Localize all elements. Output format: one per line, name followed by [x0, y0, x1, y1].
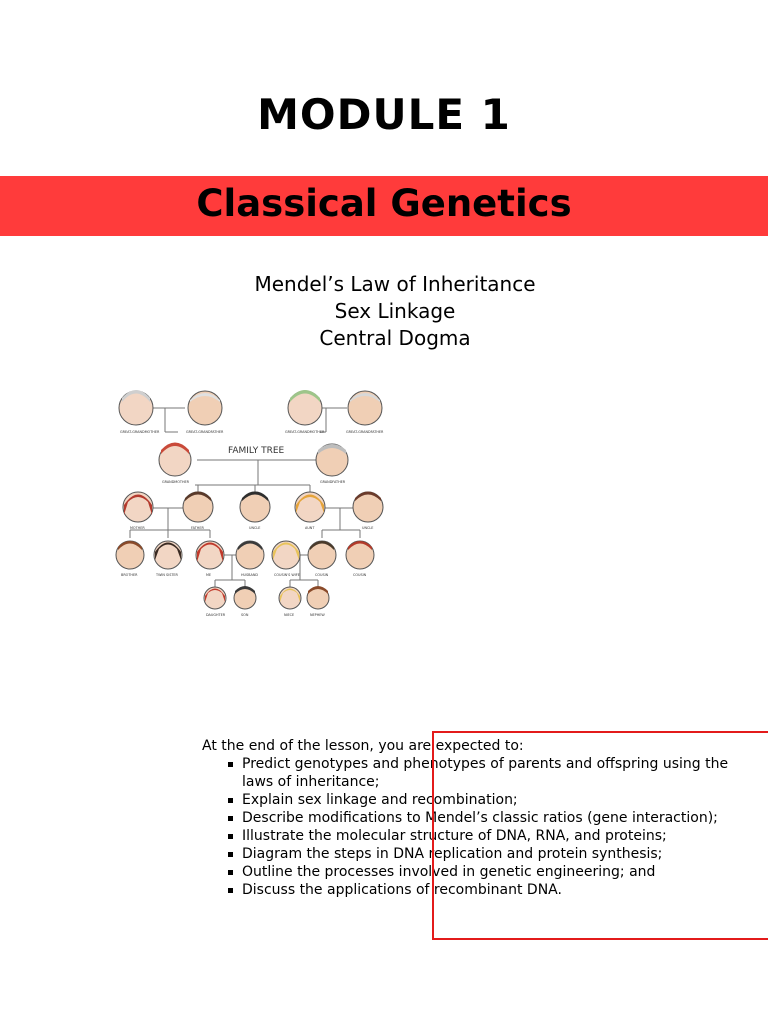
- member-me: [196, 541, 224, 577]
- member-father: [183, 492, 213, 531]
- member-label: COUSIN: [353, 573, 367, 577]
- objective-item: Discuss the applications of recombinant DNA.: [242, 881, 762, 899]
- objectives-intro: At the end of the lesson, you are expected to:: [202, 738, 524, 754]
- objective-item: Explain sex linkage and recombination;: [242, 791, 762, 809]
- subtopic-item: Mendel’s Law of Inheritance: [254, 272, 536, 296]
- family-tree-title: FAMILY TREE: [228, 446, 285, 456]
- member-label: FATHER: [191, 526, 204, 530]
- member-label: GRANDMOTHER: [162, 480, 190, 484]
- member-cousin-1: [308, 541, 336, 577]
- member-son: [234, 586, 256, 617]
- member-label: MOTHER: [130, 526, 145, 530]
- member-uncle-1: [240, 492, 270, 531]
- member-label: ME: [206, 573, 212, 577]
- member-cousin-2: [346, 541, 374, 577]
- member-uncle-2: [353, 492, 383, 531]
- member-niece: [279, 587, 301, 617]
- objective-item: Diagram the steps in DNA replication and protein synthesis;: [242, 845, 762, 863]
- member-label: GREAT-GRANDFATHER: [186, 430, 224, 434]
- member-nephew: [307, 586, 329, 617]
- member-label: GRANDFATHER: [320, 480, 346, 484]
- member-husband: [236, 541, 264, 577]
- objective-item: Describe modifications to Mendel’s classic ratios (gene interaction);: [242, 809, 762, 827]
- banner-title: Classical Genetics: [196, 182, 572, 225]
- module-title: MODULE 1: [257, 90, 511, 139]
- member-cousins-wife: [272, 541, 300, 577]
- member-label: BROTHER: [121, 573, 138, 577]
- member-great-grandfather-1: [186, 391, 224, 434]
- highlight-box: [432, 731, 768, 940]
- member-great-grandmother-1: [119, 390, 160, 434]
- member-label: COUSIN'S WIFE: [274, 573, 300, 577]
- member-label: NIECE: [284, 613, 295, 617]
- member-label: COUSIN: [315, 573, 329, 577]
- member-label: TWIN SISTER: [156, 573, 178, 577]
- subtopic-item: Sex Linkage: [334, 299, 456, 323]
- member-label: NEPHEW: [310, 613, 325, 617]
- member-daughter: [204, 587, 226, 617]
- member-brother: [116, 541, 144, 577]
- member-label: GREAT-GRANDMOTHER: [120, 430, 160, 434]
- objective-item: Predict genotypes and phenotypes of parents and offspring using the laws of inheritance;: [242, 755, 762, 791]
- subtopic-item: Central Dogma: [319, 326, 471, 350]
- member-label: UNCLE: [249, 526, 261, 530]
- subtopics-list: [0, 271, 768, 352]
- member-great-grandmother-2: [285, 390, 325, 434]
- objective-item: Outline the processes involved in genetic engineering; and: [242, 863, 762, 881]
- member-grandfather: [316, 444, 348, 484]
- member-label: GREAT-GRANDMOTHER: [285, 430, 325, 434]
- member-label: GREAT-GRANDFATHER: [346, 430, 384, 434]
- member-label: AUNT: [305, 526, 315, 530]
- member-grandmother: [159, 443, 191, 485]
- member-label: SON: [241, 613, 249, 617]
- member-aunt: [295, 492, 325, 530]
- member-twin-sister: [154, 541, 182, 577]
- member-label: DAUGHTER: [206, 613, 226, 617]
- member-great-grandfather-2: [346, 391, 384, 434]
- member-label: HUSBAND: [241, 573, 258, 577]
- family-tree-illustration: [110, 380, 400, 625]
- member-label: UNCLE: [362, 526, 374, 530]
- member-mother: [123, 492, 153, 530]
- objective-item: Illustrate the molecular structure of DNA, RNA, and proteins;: [242, 827, 762, 845]
